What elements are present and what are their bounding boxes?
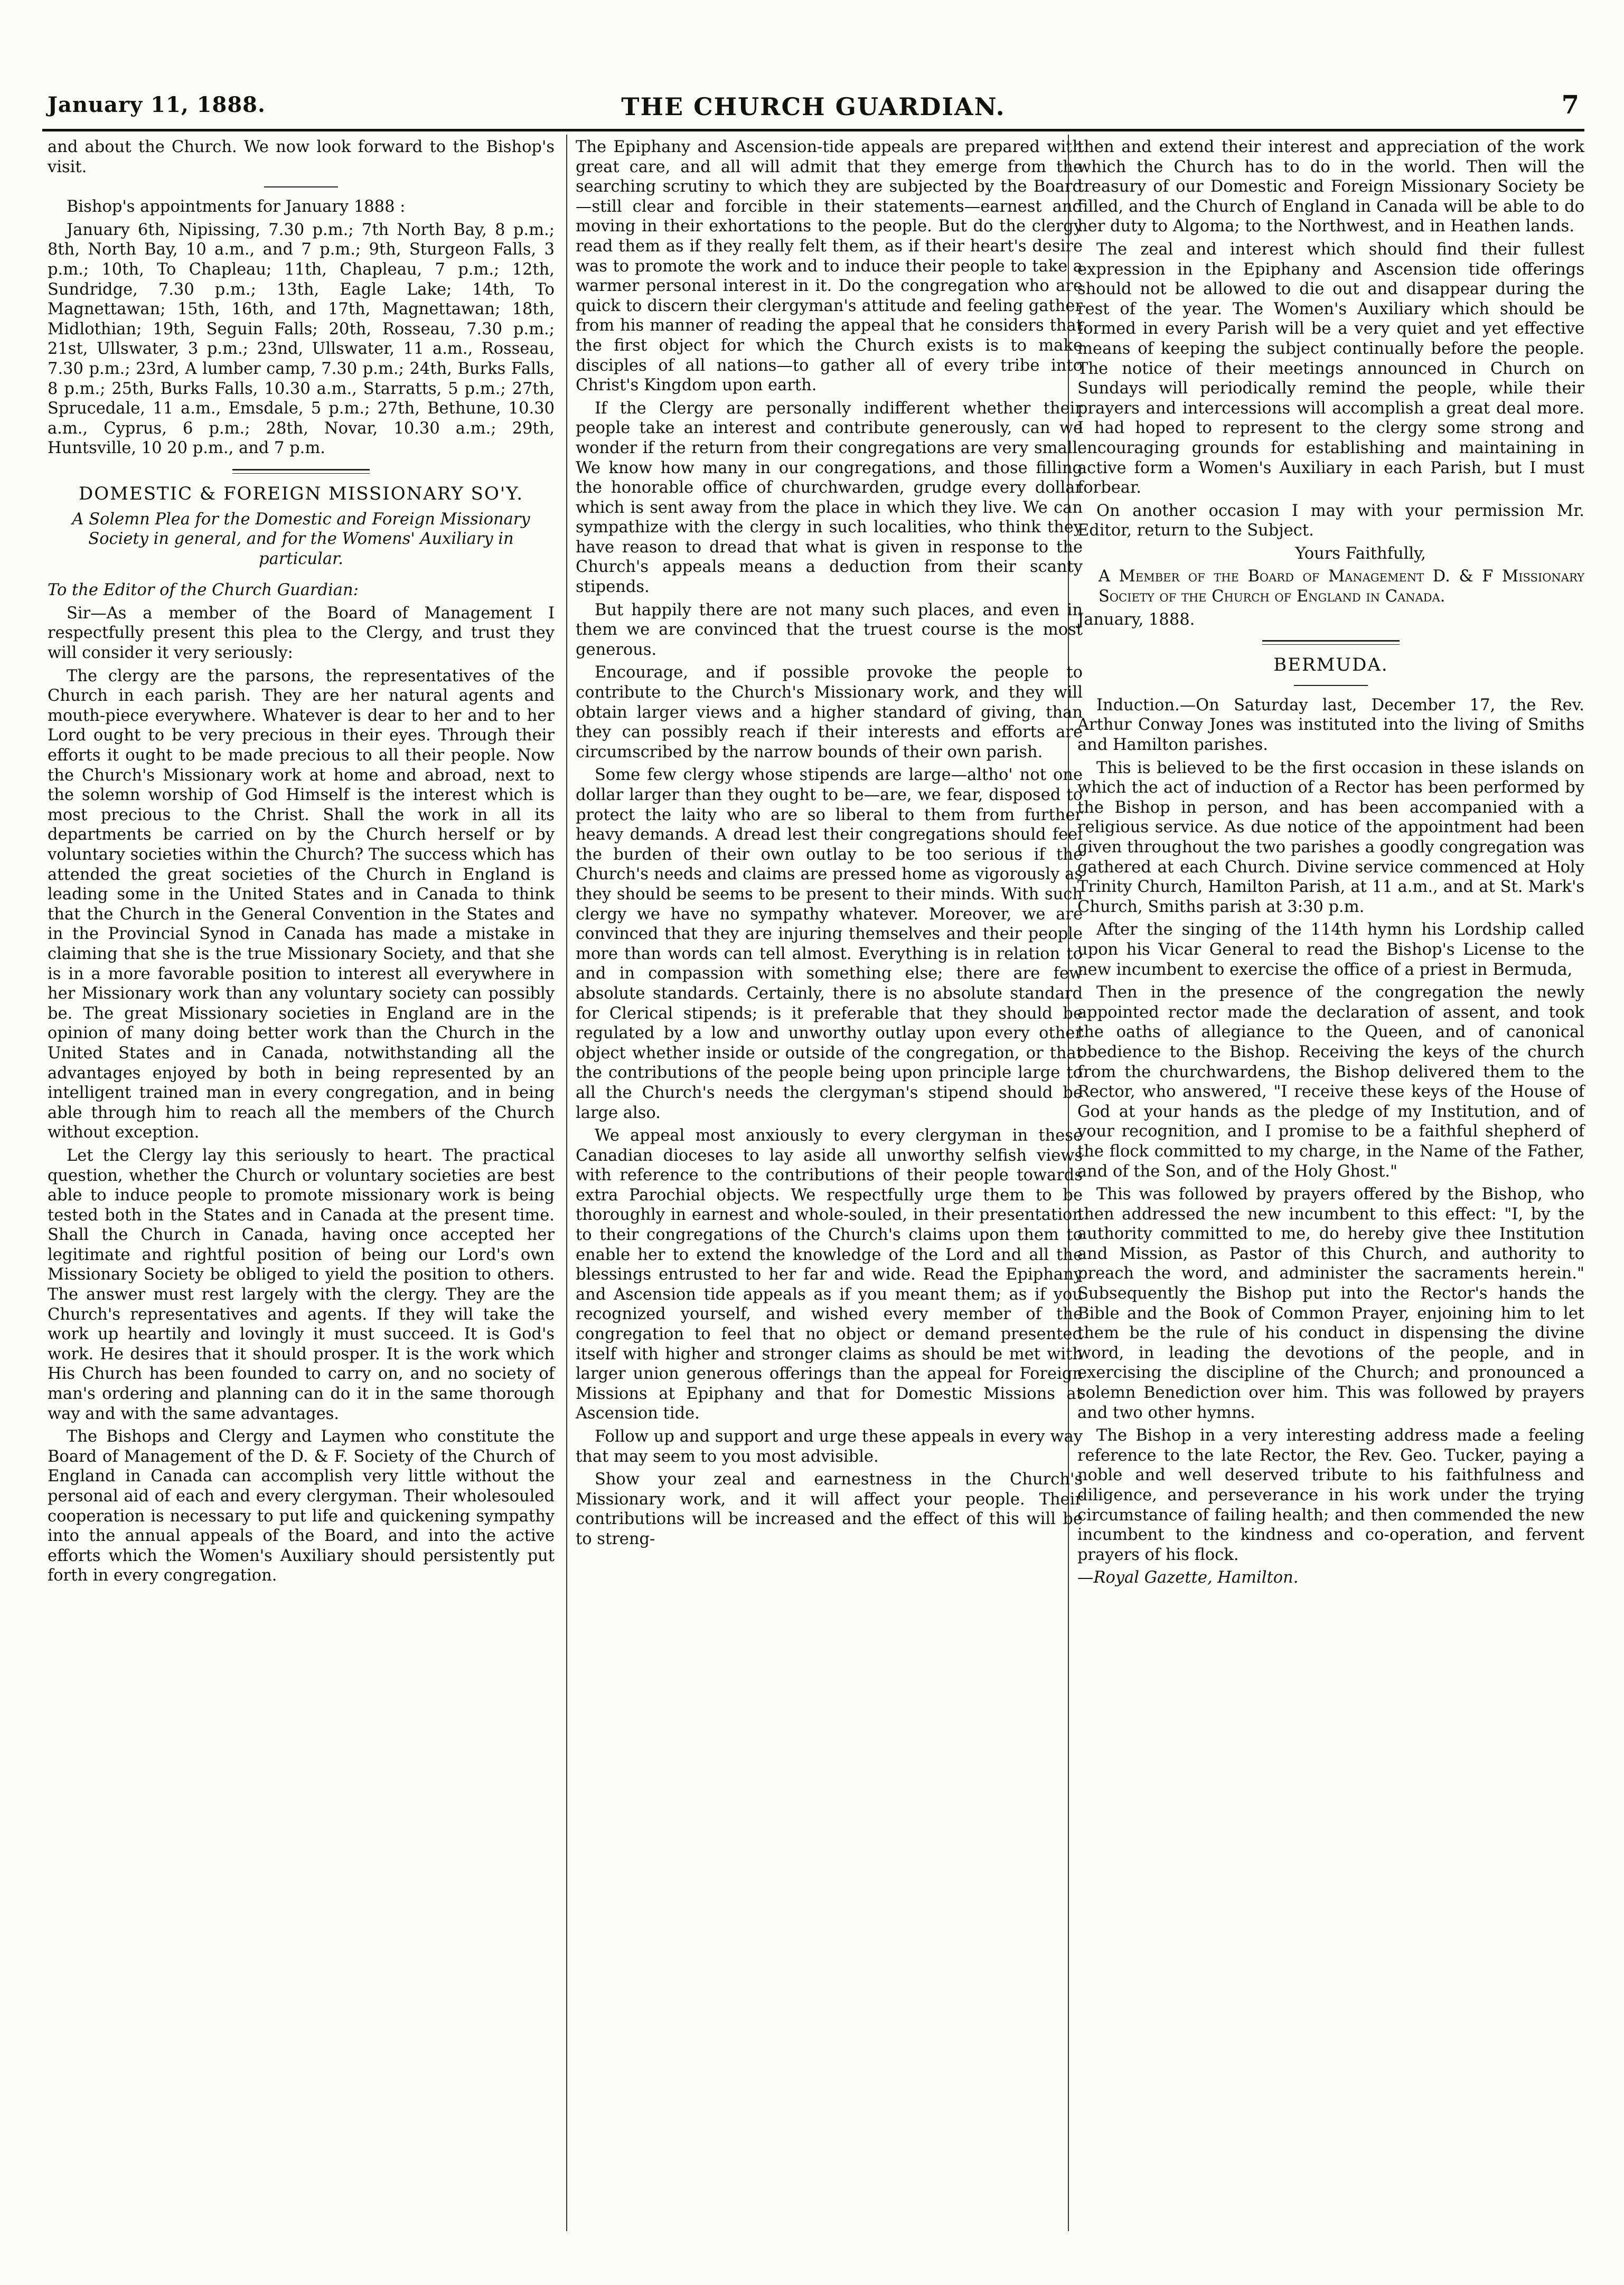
article-paragraph: The zeal and interest which should find their fullest expression in the Epiphany and Ascension tide offerings should not be allowed to die out and disappear during the rest of the year. The Women's Auxiliary which should be formed in every Parish will be a very quiet and yet effective means of keeping the subject continually before the people. The notice of their meetings announced in Church on Sundays will periodically remind the people, while their prayers and intercessions will accomplish a great deal more. I had hoped to represent to the clergy some strong and encouraging grounds for establishing and maintaining in active form a Women's Auxiliary in each Parish, but I must forbear. [1077, 240, 1584, 497]
column-1 [48, 137, 555, 1589]
article-paragraph: If the Clergy are personally indifferent whether their people take an interest and contribute generously, can we wonder if the return from their congregations are very small. We know how many in our congregations, and those filling the honorable office of churchwarden, grudge every dollar which is sent away from the place in which they live. We can sympathize with the clergy in such localities, who think they have reason to dread that what is given in response to the Church's appeals means a deduction from their scanty stipends. [576, 399, 1083, 597]
article-paragraph: Show your zeal and earnestness in the Church's Missionary work, and it will affect your people. Their contributions will be increased and the effect of this will be to streng- [576, 1470, 1083, 1548]
article-source: —Royal Gazette, Hamilton. [1077, 1568, 1299, 1587]
article-paragraph: then and extend their interest and appreciation of the work which the Church has to do in the world. Then will the treasury of our Domestic and Foreign Missionary Society be filled, and the Church of England in Canada will be able to do her duty to Algoma; to the Northwest, and in Heathen lands. [1077, 138, 1584, 236]
article-paragraph: The Bishops and Clergy and Laymen who constitute the Board of Management of the D. & F. Society of the Church of England in Canada can accomplish very little without the personal aid of each and every clergyman. Their wholesouled cooperation is necessary to put life and quickening sympathy into the annual appeals of the Board, and into the active efforts which the Women's Auxiliary should persistently put forth in every congregation. [48, 1427, 555, 1585]
section-rule [232, 469, 370, 474]
article-paragraph: The clergy are the parsons, the representatives of the Church in each parish. They are her natural agents and mouth-piece everywhere. Whatever is dear to her and to her Lord ought to be very precious in their eyes. Through their efforts it ought to be made precious to all their people. Now the Church's Missionary work at home and abroad, next to the solemn worship of God Himself is the interest which is most precious to the Christ. Shall the work in all its departments be carried on by the Church herself or by voluntary societies within the Church? The success which has attended the great societies of the Church in England is leading some in the United States and in Canada to think that the Church in the General Convention in the States and in the Provincial Synod in Canada has made a mistake in claiming that she is the true Missionary Society, and that she is in a more favorable position to interest all everywhere in her Missionary work than any voluntary society can possibly be. The great Missionary societies in England are in the opinion of many doing better work than the Church in the United States and in Canada, notwithstanding all the advantages enjoyed by both in being represented by an intelligent trained man in every congregation, and in being able through him to reach all the members of the Church without exception. [48, 666, 555, 1142]
article-paragraph: The Epiphany and Ascension-tide appeals are prepared with great care, and all will admit that they emerge from the searching scrutiny to which they are subjected by the Board—still clear and forcible in their statements—earnest and moving in their exhortations to the people. But do the clergy read them as if they really felt them, as if their heart's desire was to promote the work and to induce their people to take a warmer personal interest in it. Do the congregation who are quick to discern their clergyman's attitude and feeling gather from his manner of reading the appeal that he considers that the first object for which the Church exists is to make disciples of all nations—to gather all of every tribe into Christ's Kingdom upon earth. [576, 138, 1083, 395]
appointments-list: January 6th, Nipissing, 7.30 p.m.; 7th North Bay, 8 p.m.; 8th, North Bay, 10 a.m., and 7 p.m.; 9th, Sturgeon Falls, 3 p.m.; 10th, To Chapleau; 11th, Chapleau, 7 p.m.; 12th, Sundridge, 7.30 p.m.; 13th, Eagle Lake; 14th, To Magnettawan; 15th, 16th, and 17th, Magnettawan; 18th, Midlothian; 19th, Seguin Falls; 20th, Rosseau, 7.30 p.m.; 21st, Ullswater, 3 p.m.; 23nd, Ullswater, 11 a.m., Rosseau, 7.30 p.m.; 23rd, A lumber camp, 7.30 p.m.; 24th, Burks Falls, 8 p.m.; 25th, Burks Falls, 10.30 a.m., Starratts, 5 p.m.; 27th, Sprucedale, 11 a.m., Emsdale, 5 p.m.; 27th, Bethune, 10.30 a.m., Cyprus, 6 p.m.; 28th, Novar, 10.30 a.m.; 29th, Huntsville, 10 20 p.m., and 7 p.m. [48, 220, 555, 458]
newspaper-title: THE CHURCH GUARDIAN. [621, 92, 1006, 121]
section-rule [1262, 640, 1400, 645]
article-paragraph: Sir—As a member of the Board of Management I respectfully present this plea to the Clergy, and trust they will consider it very seriously: [48, 604, 555, 663]
article-paragraph: But happily there are not many such places, and even in them we are convinced that the truest course is the most generous. [576, 600, 1083, 659]
article-paragraph: The Bishop in a very interesting address made a feeling reference to the late Rector, the Rev. Geo. Tucker, paying a noble and well deserved tribute to his faithfulness and diligence, and perseverance in his work under the trying circumstance of failing health; and then commended the new incumbent to the kindness and co-operation, and fervent prayers of his flock. [1077, 1426, 1584, 1564]
masthead-rule [42, 129, 1584, 131]
page-number: 7 [1561, 90, 1579, 120]
article-paragraph: This was followed by prayers offered by the Bishop, who then addressed the new incumbent to this effect: "I, by the authority committed to me, do hereby give thee Institution and Mission, as Pastor of this Church, and authority to preach the word, and administer the sacraments herein." Subsequently the Bishop put into the Rector's hands the Bible and the Book of Common Prayer, enjoining him to let them be the rule of his conduct in dispensing the divine word, in leading the devotions of the people, and in exercising the discipline of the Church; and pronounced a solemn Benediction over him. This was followed by prayers and two other hymns. [1077, 1185, 1584, 1422]
column-divider [566, 135, 567, 2231]
column-2 [576, 137, 1083, 1553]
article-paragraph: On another occasion I may with your permission Mr. Editor, return to the Subject. [1077, 501, 1584, 540]
letter-dateline: January, 1888. [1077, 610, 1195, 629]
article-paragraph: and about the Church. We now look forward to the Bishop's visit. [48, 138, 555, 176]
issue-date: January 11, 1888. [48, 92, 266, 117]
letter-signature: A Member of the Board of Management D. & F Missionary Society of the Church of England in Canada. [1099, 567, 1584, 606]
article-paragraph: After the singing of the 114th hymn his Lordship called upon his Vicar General to read the Bishop's License to the new incumbent to exercise the office of a priest in Bermuda, [1077, 920, 1584, 979]
letter-salutation: To the Editor of the Church Guardian: [48, 581, 359, 600]
section-subheading: A Solemn Plea for the Domestic and Foreign Missionary Society in general, and for the Womens' Auxiliary in particular. [72, 510, 530, 568]
section-heading: BERMUDA. [1273, 654, 1388, 676]
article-paragraph: Let the Clergy lay this seriously to heart. The practical question, whether the Church or voluntary societies are best able to induce people to promote missionary work is being tested both in the States and in Canada at the present time. Shall the Church in Canada, having once accepted her legitimate and rightful position of being our Lord's own Missionary Society be obliged to yield the position to others. The answer must rest largely with the clergy. They are the Church's representatives and agents. If they will take the work up heartily and lovingly it must succeed. It is God's work. He desires that it should prosper. It is the work which His Church has been founded to carry on, and no society of man's ordering and planning can do it in the same thorough way and with the same advantages. [48, 1146, 555, 1423]
article-paragraph: Encourage, and if possible provoke the people to contribute to the Church's Missionary work, and they will obtain larger views and a higher standard of giving, than they can possibly reach if their interests and efforts are circumscribed by the narrow bounds of their own parish. [576, 663, 1083, 761]
article-paragraph: Induction.—On Saturday last, December 17, the Rev. Arthur Conway Jones was instituted into the living of Smiths and Hamilton parishes. [1077, 695, 1584, 755]
appointments-title: Bishop's appointments for January 1888 : [67, 198, 406, 217]
column-3 [1077, 137, 1584, 1591]
article-paragraph: This is believed to be the first occasion in these islands on which the act of induction of a Rector has been performed by the Bishop in person, and has been accompanied with a religious service. As due notice of the appointment had been given throughout the two parishes a goodly congregation was gathered at each Church. Divine service commenced at Holy Trinity Church, Hamilton Parish, at 11 a.m., and at St. Mark's Church, Smiths parish at 3:30 p.m. [1077, 758, 1584, 916]
section-rule [264, 186, 338, 187]
article-paragraph: Some few clergy whose stipends are large—altho' not one dollar larger than they ought to be—are, we fear, disposed to protect the laity who are so liberal to them from further heavy demands. A dread lest their congregations should feel the burden of their own outlay to be too serious if the Church's needs and claims are pressed home as vigorously as they should be seems to be present to their minds. With such clergy we have no sympathy whatever. Moreover, we are convinced that they are injuring themselves and their people more than words can tell almost. Everything is in relation to and in compassion with something else; there are few absolute standards. Certainly, there is no absolute standard for Clerical stipends; is it preferable that they should be regulated by a low and unworthy outlay upon every other object whether inside or outside of the congregation, or that the contributions of the people being upon principle large to all the Church's needs the clergyman's stipend should be large also. [576, 766, 1083, 1122]
letter-closing: Yours Faithfully, [1295, 544, 1426, 563]
section-rule [1294, 685, 1368, 686]
section-heading: DOMESTIC & FOREIGN MISSIONARY SO'Y. [78, 483, 524, 504]
article-paragraph: Follow up and support and urge these appeals in every way that may seem to you most advisible. [576, 1427, 1083, 1466]
article-paragraph: Then in the presence of the congregation the newly appointed rector made the declaration of assent, and took the oaths of allegiance to the Queen, and of canonical obedience to the Bishop. Receiving the keys of the church from the churchwardens, the Bishop delivered them to the Rector, who answered, "I receive these keys of the House of God at your hands as the pledge of my Institution, and of your recognition, and I promise to be a faithful shepherd of the flock committed to my charge, in the Name of the Father, and of the Son, and of the Holy Ghost." [1077, 983, 1584, 1181]
masthead [42, 87, 1584, 124]
article-paragraph: We appeal most anxiously to every clergyman in these Canadian dioceses to lay aside all unworthy selfish views with reference to the contributions of their people towards extra Parochial objects. We respectfully urge them to be thoroughly in earnest and whole-souled, in their presentation to their congregations of the Church's claims upon them to enable her to extend the knowledge of the Lord and all the blessings entrusted to her far and wide. Read the Epiphany and Ascension tide appeals as if you meant them; as if you recognized yourself, and wished every member of the congregation to feel that no object or demand presented itself with higher and stronger claims as should be met with larger union generous offerings than the appeal for Foreign Missions at Epiphany and that for Domestic Missions at Ascension tide. [576, 1126, 1083, 1423]
